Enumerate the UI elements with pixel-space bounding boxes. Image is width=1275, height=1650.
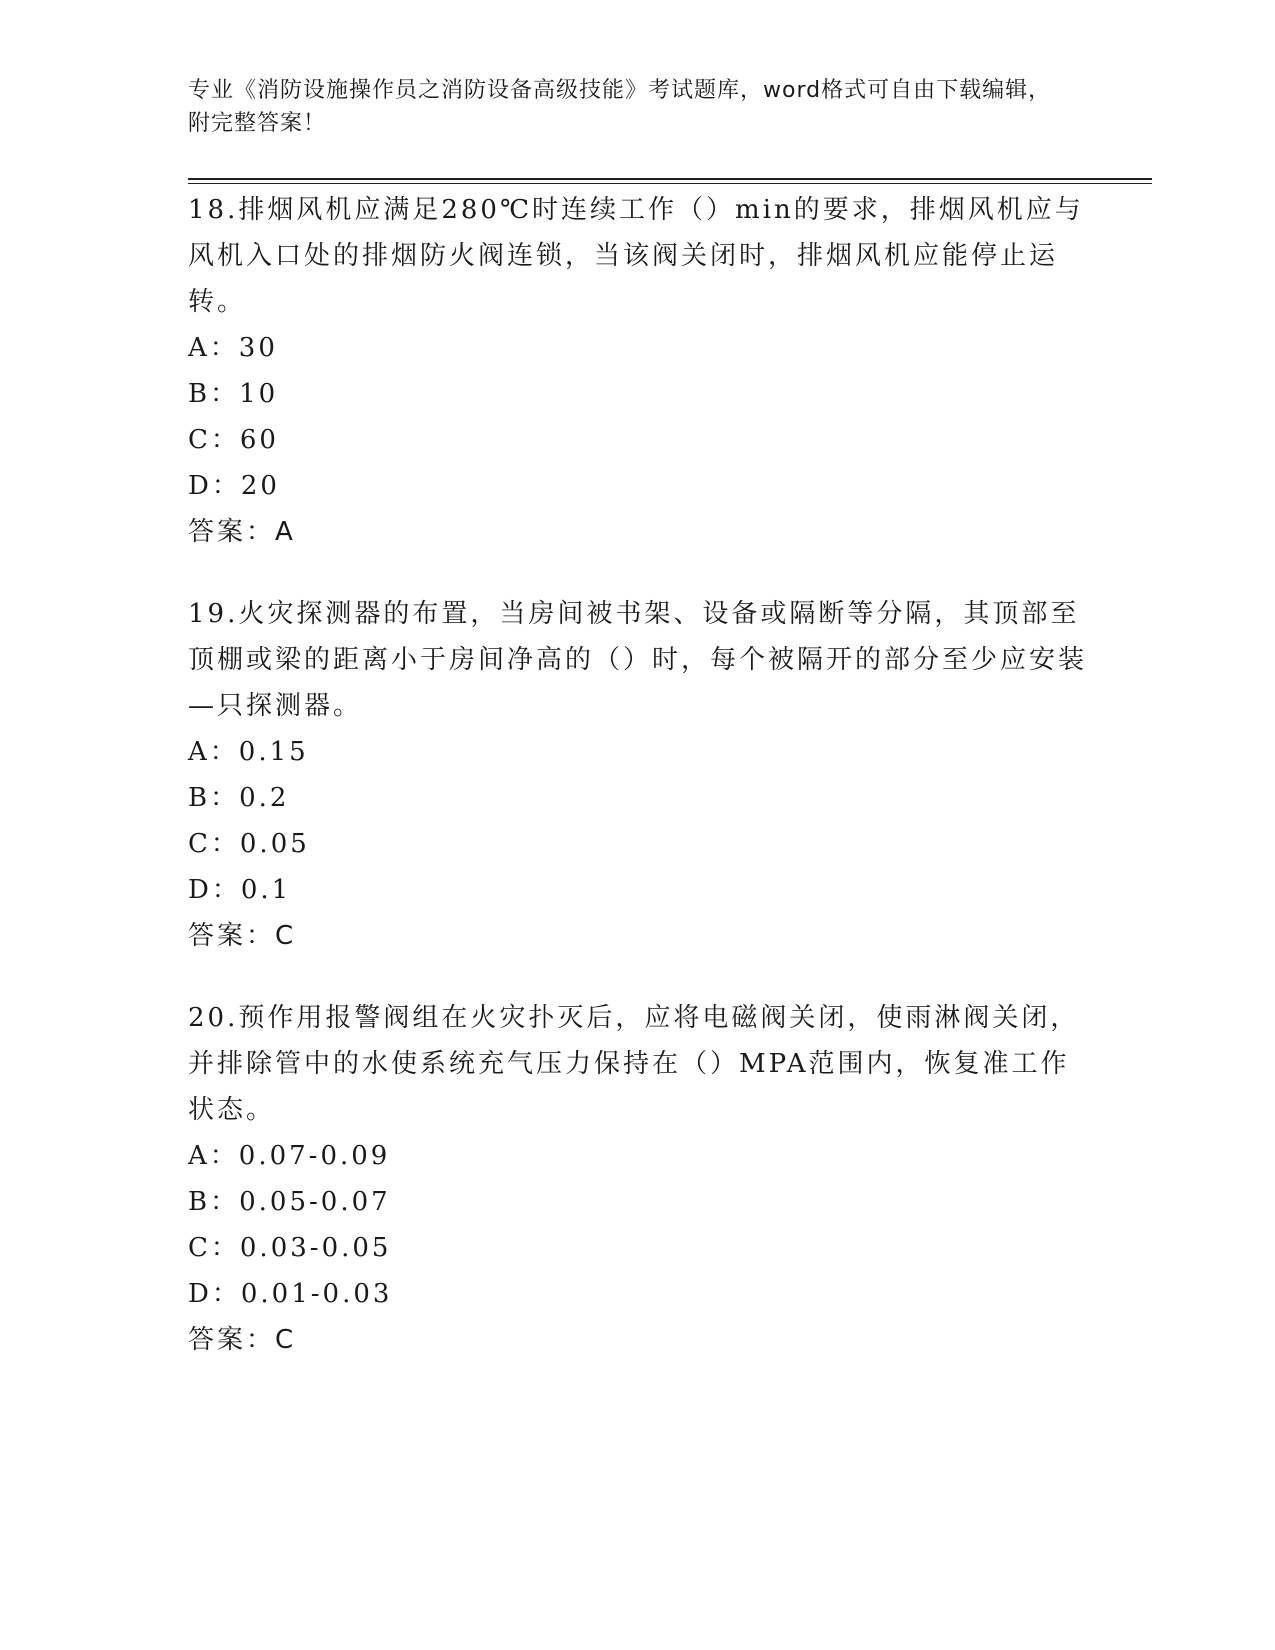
question-text: 20.预作用报警阀组在火灾扑灭后，应将电磁阀关闭，使雨淋阀关闭，并排除管中的水使系统充气压力保持在（）MPA范围内，恢复准工作状态。 — [188, 1003, 1080, 1125]
option-c: C：60 — [188, 425, 279, 455]
question-19 — [188, 591, 1088, 959]
answer-line: 答案：C — [188, 921, 297, 951]
option-a: A：0.15 — [188, 737, 309, 767]
option-d: D：0.01-0.03 — [188, 1279, 393, 1309]
option-d: D：0.1 — [188, 875, 292, 905]
option-a: A：30 — [188, 333, 278, 363]
header-divider-thin — [188, 183, 1152, 184]
option-d: D：20 — [188, 471, 280, 501]
question-text: 19.火灾探测器的布置，当房间被书架、设备或隔断等分隔，其顶部至顶棚或梁的距离小于房间净高的（）时，每个被隔开的部分至少应安装—只探测器。 — [188, 599, 1088, 721]
option-a: A：0.07-0.09 — [188, 1141, 391, 1171]
answer-line: 答案：C — [188, 1325, 297, 1355]
question-text: 18.排烟风机应满足280℃时连续工作（）min的要求，排烟风机应与风机入口处的排烟防火阀连锁，当该阀关闭时，排烟风机应能停止运转。 — [188, 195, 1084, 317]
option-b: B：10 — [188, 379, 279, 409]
document-header: 专业《消防设施操作员之消防设备高级技能》考试题库，word格式可自由下载编辑，附完整答案！ — [188, 78, 1052, 136]
answer-line: 答案：A — [188, 517, 296, 547]
option-c: C：0.05 — [188, 829, 310, 859]
option-c: C：0.03-0.05 — [188, 1233, 392, 1263]
question-18 — [188, 187, 1088, 555]
question-20 — [188, 995, 1088, 1363]
header-divider-thick — [188, 178, 1152, 180]
option-b: B：0.05-0.07 — [188, 1187, 391, 1217]
option-b: B：0.2 — [188, 783, 290, 813]
